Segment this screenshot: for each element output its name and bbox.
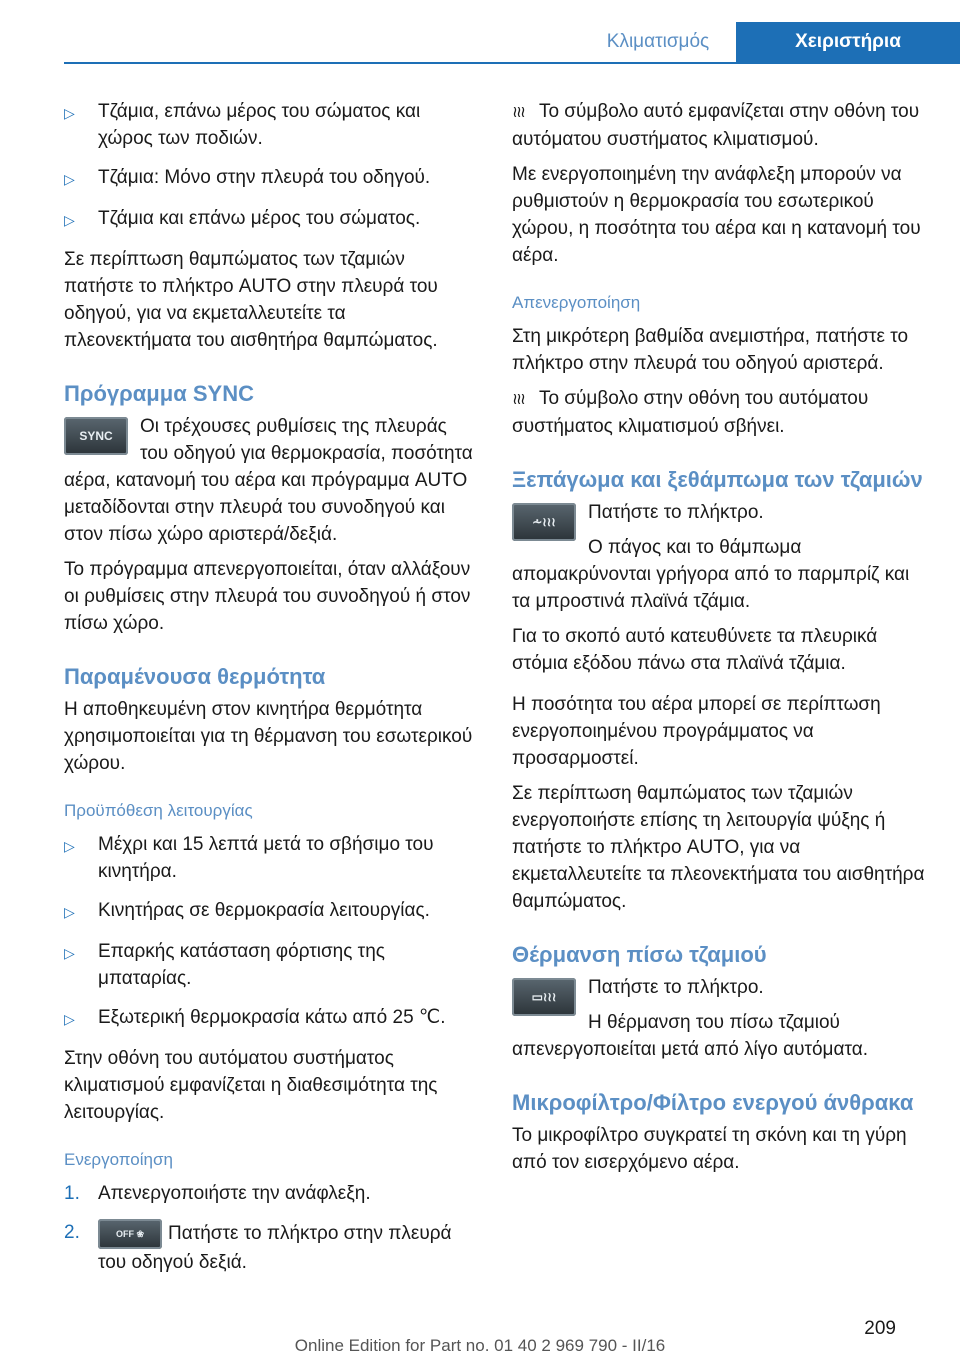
windshield-defrost-button-image: ⩪≀≀≀ — [512, 503, 576, 541]
triangle-bullet-icon: ▷ — [64, 212, 75, 228]
bullet-text: Τζάμια, επάνω μέρος του σώματος και χώρος των ποδιών. — [98, 101, 421, 149]
step-item — [64, 1219, 476, 1276]
sync-off-text: Το πρόγραμμα απενεργοποιείται, όταν αλλάξουν οι ρυθμίσεις στην πλευρά του συνοδηγού ή στον πίσω χώρο. — [64, 559, 471, 634]
header-section-tab[interactable]: Κλιματισμός — [606, 31, 710, 52]
bullet-text: Τζάμια και επάνω μέρος του σώματος. — [98, 208, 421, 229]
header-rule — [64, 62, 960, 64]
prerequisite-heading: Προϋπόθεση λειτουργίας — [64, 801, 253, 820]
rear-window-heating-button-image: ▭≀≀≀ — [512, 978, 576, 1016]
step-item — [64, 1180, 476, 1207]
list-item — [64, 1004, 476, 1033]
triangle-bullet-icon: ▷ — [64, 1011, 75, 1027]
bullet-text: Κινητήρας σε θερμοκρασία λειτουργίας. — [98, 900, 430, 921]
rear-press-text: Πατήστε το πλήκτρο. — [588, 977, 764, 998]
symbol-description: Το σύμβολο στην οθόνη του αυτόματου συστήματος κλιματισμού σβήνει. — [512, 388, 869, 437]
defrost-vents-text: Για το σκοπό αυτό κατευθύνετε τα πλευρικά στόμια εξόδου πάνω στα πλαϊνά τζάμια. — [512, 626, 878, 674]
defrost-text: Ο πάγος και το θάμπωμα απομακρύνονται γρήγορα από το παρμπρίζ και τα μπροστινά πλαϊνά τζάμια. — [512, 537, 910, 612]
header-chapter-tab[interactable]: Χειριστήρια — [736, 22, 960, 62]
filter-heading: Μικροφίλτρο/Φίλτρο ενεργού άνθρακα — [512, 1090, 914, 1115]
sync-heading: Πρόγραμμα SYNC — [64, 381, 254, 406]
sync-text: Οι τρέχουσες ρυθμίσεις της πλευράς του οδηγού για θερμοκρασία, ποσότητα αέρα, κατανομή του αέρα και πρόγραμμα AUTO μεταδίδονται στην πλευρά του συνοδηγού και στον πίσω χώρο αριστερά/δεξιά. — [64, 416, 473, 545]
step-number: 2. — [64, 1222, 80, 1243]
ignition-paragraph: Με ενεργοποιημένη την ανάφλεξη μπορούν να ρυθμιστούν η θερμοκρασία του εσωτερικού χώρου, η ποσότητα του αέρα και η κατανομή του αέρα. — [512, 164, 921, 266]
symbol-text — [512, 98, 930, 153]
activation-heading: Ενεργοποίηση — [64, 1150, 173, 1169]
residual-heat-text: Η αποθηκευμένη στον κινητήρα θερμότητα χρησιμοποιείται για τη θέρμανση του εσωτερικού χώρου. — [64, 699, 473, 774]
list-item — [64, 897, 476, 926]
heat-waves-icon: ≀≀≀ — [512, 104, 524, 121]
off-fan-button-image: OFF ❀ — [98, 1219, 162, 1249]
filter-text: Το μικροφίλτρο συγκρατεί τη σκόνη και τη γύρη από τον εισερχόμενο αέρα. — [512, 1125, 907, 1173]
bullet-text: Τζάμια: Μόνο στην πλευρά του οδηγού. — [98, 167, 431, 188]
step-text: Απενεργοποιήστε την ανάφλεξη. — [98, 1183, 371, 1204]
symbol-description: Το σύμβολο αυτό εμφανίζεται στην οθόνη του αυτόματου συστήματος κλιματισμού. — [512, 101, 920, 150]
list-item — [64, 938, 476, 992]
list-item — [64, 164, 476, 193]
sync-button-image: SYNC — [64, 417, 128, 455]
defrost-heading: Ξεπάγωμα και ξεθάμπωμα των τζαμιών — [512, 467, 923, 492]
list-item — [64, 98, 476, 152]
triangle-bullet-icon: ▷ — [64, 838, 75, 854]
defrost-air-text: Η ποσότητα του αέρα μπορεί σε περίπτωση ενεργοποιημένου προγράμματος να προσαρμοστεί. — [512, 694, 881, 769]
rear-text: Η θέρμανση του πίσω τζαμιού απενεργοποιείται μετά από λίγο αυτόματα. — [512, 1012, 868, 1060]
right-column — [512, 98, 930, 1184]
fog-paragraph: Σε περίπτωση θαμπώματος των τζαμιών πατήστε το πλήκτρο AUTO στην πλευρά του οδηγού, για να εκμεταλλευτείτε τα πλεονεκτήματα του αισθητήρα θαμπώματος. — [64, 249, 438, 351]
symbol-text — [512, 385, 930, 440]
triangle-bullet-icon: ▷ — [64, 105, 75, 121]
triangle-bullet-icon: ▷ — [64, 945, 75, 961]
triangle-bullet-icon: ▷ — [64, 904, 75, 920]
residual-heat-heading: Παραμένουσα θερμότητα — [64, 664, 326, 689]
step-number: 1. — [64, 1183, 80, 1204]
left-column — [64, 98, 476, 1288]
heat-waves-icon: ≀≀≀ — [512, 391, 524, 408]
defrost-cooling-text: Σε περίπτωση θαμπώματος των τζαμιών ενεργοποιήστε επίσης τη λειτουργία ψύξης ή πατήστε το πλήκτρο AUTO, για να εκμεταλλευτείτε τα πλεονεκτήματα του αισθητήρα θαμπώματος. — [512, 783, 925, 912]
step-text: Πατήστε το πλήκτρο στην πλευρά του οδηγού δεξιά. — [98, 1223, 452, 1273]
triangle-bullet-icon: ▷ — [64, 171, 75, 187]
rear-window-heading: Θέρμανση πίσω τζαμιού — [512, 942, 767, 967]
footer-edition: Online Edition for Part no. 01 40 2 969 790 - II/16 — [294, 1336, 666, 1355]
bullet-text: Εξωτερική θερμοκρασία κάτω από 25 ℃. — [98, 1007, 446, 1028]
list-item — [64, 831, 476, 885]
bullet-text: Επαρκής κατάσταση φόρτισης της μπαταρίας. — [98, 941, 385, 989]
step-text-wrap — [98, 1219, 476, 1276]
defrost-press-text: Πατήστε το πλήκτρο. — [588, 502, 764, 523]
page-number: 209 — [864, 1318, 896, 1339]
availability-text: Στην οθόνη του αυτόματου συστήματος κλιματισμού εμφανίζεται η διαθεσιμότητα της λειτουργίας. — [64, 1048, 438, 1123]
list-item — [64, 205, 476, 234]
bullet-text: Μέχρι και 15 λεπτά μετά το σβήσιμο του κινητήρα. — [98, 834, 434, 882]
deactivation-text: Στη μικρότερη βαθμίδα ανεμιστήρα, πατήστε το πλήκτρο στην πλευρά του οδηγού αριστερά. — [512, 326, 909, 374]
deactivation-heading: Απενεργοποίηση — [512, 293, 641, 312]
